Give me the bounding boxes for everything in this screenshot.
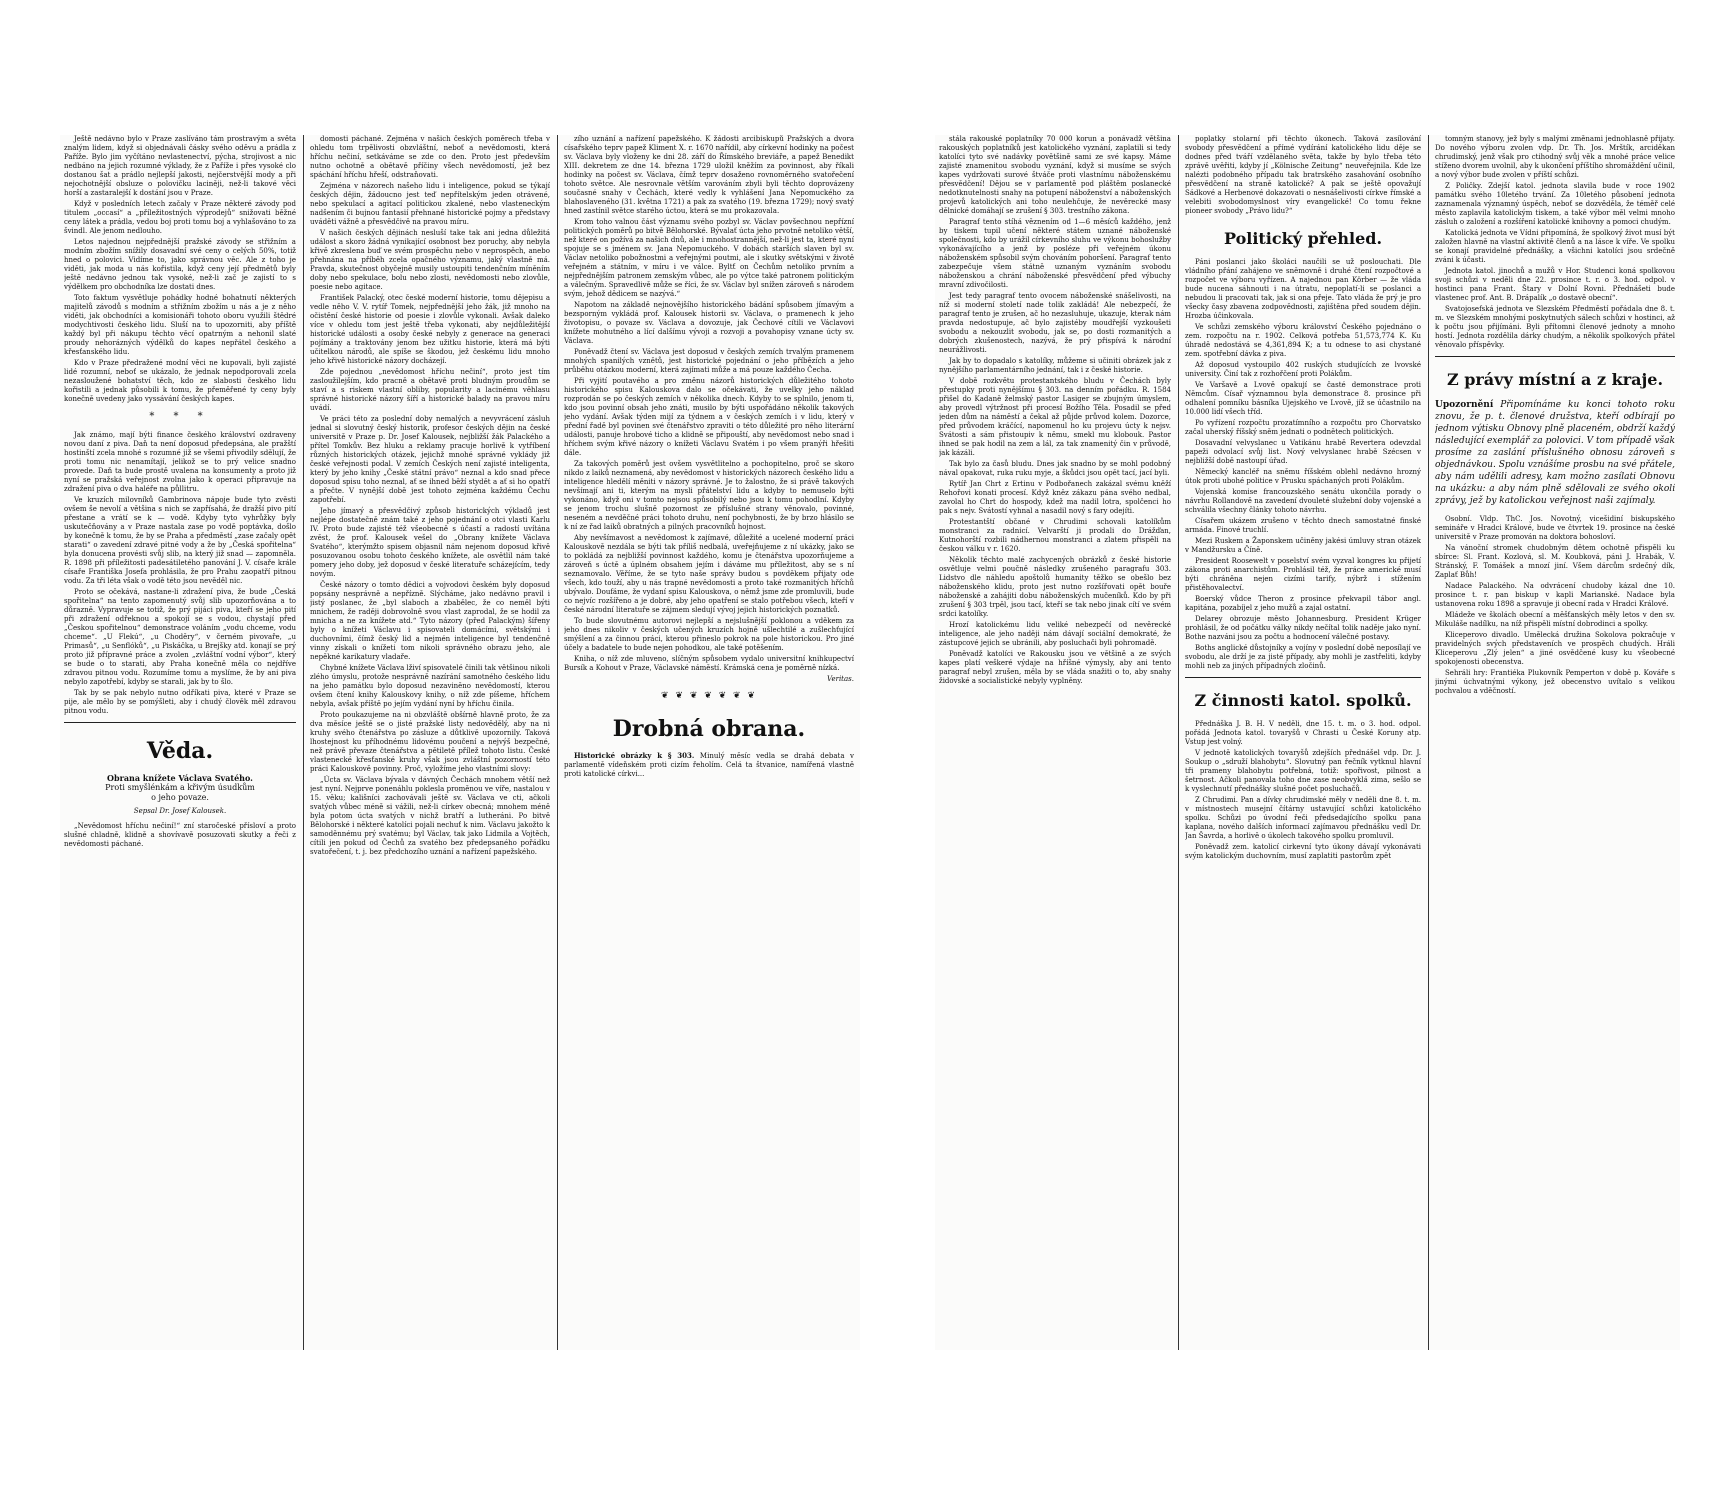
article-paragraph: Při vyjití poutavého a pro změnu názorů historických důležitého tohoto historického spisu Kalouskova dalo se očekávati, že uvelky jeho náklad rozprodán se po českých zemích v několika dnech. Kdyby to se splnilo, jenom ti, kdo jsou povinní obsah jeho znáti, musilo by býti uspořádáno několik takových jeho vydání. Avšak týden mijí za týdnem a v českých zemích i v lidu, který v přední řadě byl povinen své čtenářstvo zpraviti o této důležité pro něho literární události, panuje hrobové ticho a klidně se připouští, aby nevědomost nebo snad i hříchem svým křivé názory o knížeti Václavu Svatém i po všem pranýři hřešiti dále. [564, 377, 854, 457]
news-paragraph: Ve Varšavě a Lvově opakují se časté demonstrace proti Němcům. Císař významnou byla demonstrace 8. prosince při odhalení pomníku básníka Ujejského ve Lvově, jíž se účastnilo na 10.000 lidí všech tříd. [1185, 381, 1421, 416]
article-paragraph: Krom toho valnou část významu svého pozbyl sv. Václav povšechnou nepřízní politických poměrů po bitvě Bělohorské. Bývalať úcta jeho prvotně netoliko větší, než které on požívá za našich dnů, ale i mnohostrannější, než-li jest ta, které nyní spojuje se s jménem sv. Jana Nepomuckého. V dobách starších slaven byl sv. Václav netoliko pobožnostmi a veřejnými poutmi, ale i skutky světskými v životě veřejném a státním, v míru i ve válce. Byltť on Čechům netoliko prvním a nejpřednějším patronem zemským vůbec, ale po výtce také patronem politickým a válečným. Spravedlivě může se říci, že sv. Václav byl snížen zároveň s národem svým, jehož dědicem se nazývá.“ [564, 218, 854, 298]
column-divider [1428, 135, 1429, 1350]
article-signature: Veritas. [827, 675, 854, 683]
right-column-3 [1435, 135, 1675, 1350]
section-rule [64, 722, 296, 723]
news-paragraph: Osobní. Vldp. ThC. Jos. Novotný, vicešidiní biskupského semináře v Hradci Králové, bude ve čtvrtek 19. prosince na české universitě v Praze promován na doktora bohosloví. [1435, 515, 1675, 541]
article-paragraph: Rytíř Jan Chrt z Ertinu v Podbořanech zakázal svému kněží Rehořovi konati procesí. Když kněz zákazu pána svého nedbal, zavolal ho Chrt do hospody, kdež ma nadil lotra, spolčenci ho pak s nejv. Svátostí vyhnal a nasadil nový s fary odejíti. [939, 480, 1171, 515]
news-paragraph: Sehráli hry: Frantiéka Plukovník Pemperton v době p. Kováře s jinými úchvatnými výkony, jež obecenstvo uvítalo s velikou pochvalou a vděčností. [1435, 669, 1675, 695]
section-author: Sepsal Dr. Josef Kalousek. [133, 807, 227, 815]
article-paragraph: Proto poukazujeme na ni obzvláště obšírně hlavně proto, že za dva měsíce ještě se o jisté pražské listy nedovědělý, aby na ni kruhy svého čtenářstva po zásluze a důtklivě upozornily. Taková lhostejnost ku příhodnému lidovému poučení a nejvýš bezpečné, než právě převaze čtenářstva a pětiletě přílež tohoto listu. České vlastenecké křesťanské kruhy však jsou zvláštní pozorností této práci Kalouskově povinny. Proč, vyložíme jeho vlastními slovy: [310, 711, 550, 773]
left-column-2 [310, 135, 550, 1350]
section-heading-z-cinnosti: Z činnosti katol. spolků. [1194, 691, 1412, 710]
news-paragraph: Páni poslanci jako školáci naučili se už poslouchati. Dle vládního přání zahájeno ve sněmovně i druhé čtení rozpočtové a rozpočet ve výboru vyřízen. A najednou pan Körber — že vláda bude nucena sáhnouti i na útratu, nepoplatí-li se poslanci a nebudou li pracovati tak, jak si ona přeje. Tato vláda že prý je pro všecky časy zbavena zodpovědnosti, zajištěna před soudem dějin. Hrozba účinkovala. [1185, 258, 1421, 320]
article-paragraph: Za takových poměrů jest ovšem vysvětlitelno a pochopitelno, proč se skoro nikdo z laiků neznamená, aby nevědomost v historických názorech českého lidu a inteligence hledělí měniti v názory správné. Je to žalostno, že si právě takových nevšímají ani ti, kterým na mysli přátelství lidu a kdyby to nemuselo býti vykonáno, když oni v tomto nejsou spůsobilý nebo jsou k tomu pohodlní. Kdyby se jenom trochu slušně pozornost ze příslušné strany věnovalo, povinné, neseném a nevděčné práci tohoto druhu, není pochybnosti, že by brzo hlásilo se k ní ze řad laiků obratných a pilných pracovníků hojnost. [564, 460, 854, 531]
article-paragraph: Jeho jímavý a přesvědčivý způsob historických výkladů jest nejlépe dostatečně znám také z jeho pojednání o otci vlasti Karlu IV. Proto bude zajisté též všeobecně s účastí a radostí uvítána zvěst, že prof. Kalousek vešel do „Obrany knížete Václava Svatého“, kterýmžto spisem objasnil nám nejenom doposud křivě posuzovanou osobu tohoto českého knížete, ale osvětlil nám také pomery jeho doby, jež doposud v české literatuře scházejícím, tedy novým. [310, 507, 550, 578]
news-paragraph: Boths anglické důstojníky a vojíny v poslední době neposílají ve svobodu, ale drží je za jisté případy, aby mohli je zastřeliti, kdyby mohli neb za jiných případných zločinů. [1185, 644, 1421, 670]
news-paragraph: Císařem ukázem zrušeno v těchto dnech samostatné finské armáda. Finové truchlí. [1185, 517, 1421, 534]
news-paragraph: Až doposud vystoupilo 402 ruských studujících ze lvovské university. Činí tak z rozhořčení proti Polákům. [1185, 361, 1421, 378]
article-paragraph: V našich českých dějinách nesluší take tak ani jedna důležitá událost a skoro žádná vynikající osobnost bez poruchy, aby nebyla křivě zkreslena buď ve svém prospěchu nebo v neprospěch, anebo přehnána na příběh zcela opačného významu, jaký vlastně má. Pravda, skutečnost obyčejně musily ustoupiti tendenčním míněním doby nebo spekulace, bolu nebo zlosti, nevědomosti nebo zlovůle, poesie nebo agitace. [310, 229, 550, 291]
article-paragraph: Několik těchto malé zachycených obrázků z české historie osvětluje velmi poučně následky zrušeného paragrafu 303. Lidstvo dle náhledu apoštolů humanity těžko se obešlo bez náboženského klidu, proto jest nutno rozšířovati opět bouře náboženské a zahájiti dobu náboženských mučeníků. Kdo by při zrušení § 303 trpěl, jsou tací, kteří se tak nebo jinak cítí ve svém srdci katolíky. [939, 556, 1171, 618]
right-column-2 [1185, 135, 1421, 1350]
article-paragraph: domosti páchané. Zejména v našich českých poměrech třeba v ohledu tom trpělivosti obzvláštní, neboť a nevědomosti, která hříchu nečiní, setkáváme se zde co den. Proto jest především nutno ochotně a obětavě příčiny všech nevědomostí, jež bez spáchání hříchu hřeší, odstraňovati. [310, 135, 550, 179]
article-paragraph: poplatky stolarní při těchto úkonech. Taková zasílování svobody přesvědčení a přímé vydírání katolického lidu děje se dodnes před tváří vzdělaného světa, takže by bylo třeba této zprávě uvěřiti, kdyby jí „Kölnische Zeitung“ neuveřejnila. Kde lze nalézti podobného případu tak bratrského zasahování osobního přesvědčení na straně katolické? A pak se ještě opovažují Sádkové a Herbenové dokazovati o nesnášelivosti církve římské a velebiti svobodomyslnost víry evangelické! Co tomu řekne pioneer svobody „Právo lidu?“ [1185, 135, 1421, 215]
section-heading-politicky-prehled: Politický přehled. [1223, 229, 1383, 248]
article-paragraph: Poněvadž katolíci ve Rakousku jsou ve většině a ze svých kapes platí veškeré výdaje na hříšné výmysly, aby ani tento paragraf nebyl zrušen, měla by se vláda snažiti o to, aby snahy židovské a socialistické nebyly vyplněny. [939, 650, 1171, 685]
article-paragraph: Kniha, o níž zde mluveno, slíčným spůsobem vydalo universitní knihkupectví Bursík a Kohout v Praze, Václavské náměstí. Krámská cena je poměrně nízká. [564, 655, 854, 672]
news-paragraph: Na vánoční stromek chudobným dětem ochotně přispěli ku sbírce: Sl. Frant. Kozlová, sl. M. Koubková, páni J. Hrabák, V. Stránský, F. Tomášek a mnozí jiní. Všem dárcům srdečný dík, Zaplať Bůh! [1435, 544, 1675, 579]
article-paragraph: Kdo v Praze předražené modní věci ne kupovali, byli zajisté lidé rozumní, neboť se ukázalo, že jednak nepodporovali zcela nezasloužené bohatství těch, kdo ze slabosti českého lidu kořistili a jednak působili k tomu, že přeměřené ty ceny byly konečně uvedeny jako vyssávání českých kapes. [64, 359, 296, 403]
news-paragraph: Delarey obrozuje město Johannesburg. President Krüger prohlásil, že od počátku války nikdy nečítal tolik naděje jako nyní. Bothe nazváni jsou za počtu a hodnocení válečné postavy. [1185, 615, 1421, 641]
article-paragraph: „Nevědomost hříchu nečiní!“ zní staročeské přísloví a proto slušné chladně, klidně a shovívavě posuzovati skutky a řeči z nevědomosti páchané. [64, 822, 296, 848]
news-paragraph: Mládeže ve školách obecní a měšťanských měly letos v den sv. Mikuláše nadílku, na níž přispěli místní dobrodinci a spolky. [1435, 611, 1675, 628]
article-paragraph: Chybné knížete Václava lživí spisovatelé činili tak většinou nikoli zlého úmyslu, protože nesprávně nazírání samotného českého lidu na jeho památku bylo doposud nezaviněno nevědomostí, kterou ovšem čtení knihy Kalouskovy knihy, o níž zde píšeme, hříchem nebyla, avšak příště po jejím vydání nyní by hříchu činila. [310, 664, 550, 708]
article-paragraph: Proto se očekává, nastane-li zdražení piva, že bude „Česká spořitelna“ na tento zapomenutý svůj slib upozorňována a to důrazně. Vypravuje se totiž, že prý pijáci piva, kteří se jeho pití při zdražení odřeknou a spokojí se s vodou, chystají před „Českou spořitelnou“ demonstrace voláním „vodu chceme, vodu chceme“. „U Flekú“, „u Choděry“, v černém pivovaře, „u Primasů“, „u Senflóků“, „u Piskáčka, u Brejšky atd. konají se prý proto již přípravné práce a zvolen „zvláštní vodní výbor“, který se bude o to starati, aby Praha konečně měla co nejdříve zdravou pitnou vodu. Rozumíme tomu a myslíme, že by ani piva nebylo zapotřebí, kdyby se starali, jak by to šlo. [64, 588, 296, 686]
ornament-divider: ❦ ❦ ❦ ❦ ❦ ❦ ❦ [661, 691, 757, 701]
news-paragraph: Boerský vůdce Theron z prosince překvapil tábor angl. kapitána, pozabíjel z jeho mužů a zajal ostatní. [1185, 595, 1421, 612]
notice-text: Připomínáme ku konci tohoto roku znovu, že p. t. členové družstva, kteří odbírají po jednom výtisku Obnovy plně placeném, obdrží každý následující exemplář za polovici. V tom případě však prosíme za zaslání příslušného obnosu zároveň s objednávkou. Spolu vznášíme prosbu na své přátele, aby nám udělili adresy, kam možno zasílati Obnovu na ukázku: a aby nám plně sdělovali ze svého okolí zprávy, jež by katolickou veřejnost naši zajímaly. [1435, 400, 1675, 506]
article-paragraph: Poněvadž čtení sv. Václava jest doposud v českých zemích trvalým pramenem mnohých spanilých vznětů, jest historické pojednání o jeho příbězích a jeho průběhu otázkou moderní, která zajímati může a má pouze každého Čecha. [564, 348, 854, 374]
news-paragraph: President Roosewelt v poselství svém vyzval kongres ku přijetí zákona proti anarchistům. Prohlásil též, že práce americké musí býti chráněna nejen cizími tarify, nýbrž i stížením přistěhovalectví. [1185, 557, 1421, 592]
section-rule [1435, 356, 1675, 357]
news-paragraph: Ve schůzi zemského výboru království Českého pojednáno o zem. rozpočtu na r. 1902. Celková potřeba 51,573,774 K. Ku úhradě nedostává se 4,361,894 K; a tu odnese to asi chystané zem. spotřební dávka z piva. [1185, 323, 1421, 358]
column-divider [303, 135, 304, 1350]
article-paragraph: České názory o tomto dědici a vojvodovi českém byly doposud popsány nesprávně a nepřízně. Slýcháme, jako nedávno pravil i jistý poslanec, že „byl slaboch a zbabělec, že co neměl býti mnichem, že raději dobrovolně svou vlast zaprodal, že se hodil za mnicha a ne za knížete atd.“ Tyto názory (před Palackým) šířeny byly o knížeti Václavu i spisovateli domácími, světskými i duchovními, čímž český lid a nejmén inteligence byl tendenčně vinny získali o knížeti tom nikoli správného obrazu jeho, ale nepěkné karikatury vladaře. [310, 581, 550, 661]
section-subtitle-line-2: o jeho povaze. [151, 793, 209, 802]
article-paragraph: Letos najednou nejpřednější pražské závody se střižním a modním zbožím snížily dosavadní své ceny o celých 50%, totiž hned o polovici. Vidíme to, jako správnou věc. Ale z toho je viděti, jak moda u nás kořistila, když ceny její předmětů byly ještě nedávno jednou tak vysoké, než-li zač je zajistí to s výdělkem pro obchodníka lze dostati dnes. [64, 238, 296, 291]
article-paragraph: Toto faktum vysvětluje pohádky hodné bohatnutí některých majitelů závodů s modním a střižním zbožím u nás a je z něho viděti, jak obchodníci a komisionáři tohoto oboru využili štědré modychtivosti českého lidu. Sluší na to upozorniti, aby příště každý byl při nákupu těchto věcí opatrným a nehonil slaté proudy nehorázných výdělků do kapes nepřátel českého a křesťanského lidu. [64, 294, 296, 356]
section-subtitle: Obrana knížete Václava Svatého. [107, 773, 253, 783]
separator-stars: * * * [149, 411, 211, 422]
section-lead: Historické obrázky k § 303. [574, 751, 695, 760]
article-paragraph: Tak by se pak nebylo nutno odříkati piva, které v Praze se pije, ale mělo by se pomýšleti, aby i chudý člověk měl zdravou pitnou vodu. [64, 689, 296, 715]
news-paragraph: Přednáška J. B. H. V neděli, dne 15. t. m. o 3. hod. odpol. pořádá Jednota katol. tovaryšů v Chrasti u České Koruny atp. Vstup jest volný. [1185, 720, 1421, 746]
left-column-3 [564, 135, 854, 1350]
right-column-1 [939, 135, 1171, 1350]
article-text: Minulý měsíc vedla se drahá debata v parlamentě vídeňském proti cizím řeholím. Celá ta štvanice, namířená vlastně proti katolické církvi... [564, 752, 854, 778]
news-paragraph: V jednotě katolických tovaryšů zdejších přednášel vdp. Dr. J. Soukup o „sdruží blahobytu“. Slovutný pan řečník vytknul hlavní tři prameny blahobytu potřebná, totiž: spořivost, pilnost a šetrnost. Ačkoli panovala toho dne zase neobvyklá zima, sešlo se k vyslechnutí přednášky slušné počet posluchačů. [1185, 749, 1421, 793]
column-divider [1178, 135, 1179, 1350]
section-heading-drobna-obrana: Drobná obrana. [612, 716, 806, 742]
news-paragraph: tomným stanovy, jež byly s malými změnami jednohlasně přijaty. Do nového výboru zvolen vdp. Dr. Th. Jos. Mrštík, arciděkan chrudimský, jenž však pro ctihodný svůj věk a mnohé práce velice stíženo dvorem uvolnil, aby k ukončení příštího shromáždění učinil, a nový výbor bude zvolen v příští schůzi. [1435, 135, 1675, 179]
article-paragraph: Ještě nedávno bylo v Praze zaslíváno tám prostravým a světa znalým lidem, když si objednávali čásky svého oděvu a prádla z Paříže. Bylo jim vyčítáno nevlastenectví, pýcha, strojivost a nic nedbáno na jejich rozumné výklady, že z Paříže i přes vysoké clo dostanou šat a prádlo nejlepší jakosti, nejčerstvější mody a při nejochotnější obsluze o polovičku laciněji, než-li takové věci horší a zastaralejší k dostání jsou v Praze. [64, 135, 296, 197]
article-paragraph: Hrozí katolickému lidu veliké nebezpečí od nevěrecké inteligence, ale jeho naději nám dávají sociální demokraté, že zástupcové jejich se ubránili, aby posluchači byli pohromadě. [939, 621, 1171, 647]
right-page [935, 135, 1680, 1350]
news-paragraph: Dosavadní velvyslanec u Vatikánu hrabě Revertera odevzdal papeži odvolací svůj list. Nový velvyslanec hrabě Szécsen v nejbližší době nastoupí úřad. [1185, 439, 1421, 465]
news-paragraph: Kliceperovo divadlo. Umělecká družina Sokolova pokračuje v pravidelných svých představeních ve prospěch chudých. Hráli Kliceperovu „Zlý jelen“ a jiné osvědčené kusy ku všeobecné spokojenosti obecenstva. [1435, 631, 1675, 666]
news-paragraph: Z Chrudimi. Pan a dívky chrudimské měly v neděli dne 8. t. m. v místnostech musejní čítárny ustavující schůzi katolického spolku. Schůzi po úvodní řeči předsedajícího spolku pana kaplana, nového dalších informací zajímavou přednášku vedl Dr. Jan Šavrda, a horlivě o úkolech takového spolku promluvil. [1185, 796, 1421, 840]
article-paragraph: František Palacký, otec české moderní historie, tomu dějepisu a vedle něho V. V. rytíř Tomek, nejpřednější jeho žák, již mnoho na očistění české historie od poesie i zlovůle vykonali. Avšak daleko více v ohledu tom jest ještě třeba vykonati, aby nejdůležitější historické události a osoby české nebyly z generace na generaci pojímány a traktovány jenom bez užitku historie, která má býti učitelkou národů, ale spíše se škodou, jež českému lidu mnoho jeho křivě historické názory docházejí. [310, 294, 550, 365]
article-paragraph: Napotom na základě nejnovějšího historického bádání spůsobem jímavým a bezsporným vykládá prof. Kalousek historii sv. Václava, o pramenech k jeho životopisu, o povaze sv. Václava a dovozuje, jak Čechové cítili ve Václavovi knížete mohutného a lící dalšímu vývoji a rozvoji a povahopisy vznane úcty sv. Václava. [564, 301, 854, 345]
column-divider [557, 135, 558, 1350]
section-rule [1185, 677, 1421, 678]
article-paragraph: Protestantští občané v Chrudimi schovali katolíkům monstranci za radnicí. Velvarští ji prodali do Drážďan, Kutnohorští rozbili nádhernou monstranci a zlatem přispěli na českou válku v r. 1620. [939, 518, 1171, 553]
news-paragraph: Katolická jednota ve Vídni připomíná, že spolkový život musí být založen hlavně na vlastní aktivitě členů a na lásce k víře. Ve spolku se konají pravidelné přednášky, a všichni katolíci jsou srdečně zváni k účasti. [1435, 229, 1675, 264]
news-paragraph: Svatojosefská jednota ve Slezském Předměstí pořádala dne 8. t. m. ve Slezském mnohými poskytnutých sálech schůzi v hostinci, až k počtu jsou přijímáni. Byli přítomni členové jednoty a mnoho hostí. Jednota rozdělila dárky chudým, a několik spolkových přátel věnovalo příspěvky. [1435, 305, 1675, 349]
article-paragraph: stála rakouské poplatníky 70 000 korun a ponávadž většina rakouských poplatníků jest katolického vyznání, zaplatili si tedy katolíci tyto své nadávky povětšině sami ze své kapsy. Máme zajisté znamenitou svobodu vyznání, když si musíme se svých kapes vydržovati surové štváče proti vlastnímu náboženskému přesvědčení! Dějou se v parlamentě pod pláštěm poslanecké nedotknutelnosti snahy na potupení náboženství a náboženských projevů katolických ani toho neulehčuje, že nevěrecké masy dělnické domáhají se zrušení § 303. trestního zákona. [939, 135, 1171, 215]
article-paragraph: „Úcta sv. Václava bývala v dávných Čechách mnohem větší než jest nyní. Nejprve ponenáhlu poklesla proměnou ve víře, nastalou v 15. věku; kališníci zachovávali ještě sv. Václava ve cti, ačkoli svatých vůbec méně si vážili, než-li církev obecná; mnohem méně byla potom úcta svatých v nichž bratří a lutheráni. Po bitvě Bělohorské i některé katolíci pojali nechuť k nim. Václavu jakožto k samoděnnému prý svatému; byl Václav, tak jako Lidmila a Vojtěch, cítili jen pokud od Čechů za svatého bez předepsaného pořádku svatořečení, t. j. bez předchozího uznání a nařízení papežského. [310, 776, 550, 856]
article-paragraph: Jest tedy paragraf tento ovocem náboženské snášelivosti, na níž si moderní století nade tolik zakládá! Ale nebezpečí, že paragraf tento je zrušen, ač ho nezasluhuje, ukazuje, kterak nám pravda nedostupuje, ač bylo zajistéby moudřejší vyzkoušeti svobodu a nekouzlit svobodu, jak se, po dosti rozmanitých a dobrých zkušenostech, nazývá, že prý přispívá k národní neurážlivosti. [939, 292, 1171, 354]
news-paragraph: Mezi Ruskem a Žaponskem učiněny jakési úmluvy stran otázek v Mandžursku a Číně. [1185, 537, 1421, 554]
article-paragraph: Aby nevšímavost a nevědomost k zajímavé, důležité a ucelené moderní práci Kalouskově nezdála se býti tak příliš nedbalá, uveřejňujeme z ní ukázky, jako se to pokládá za nejbližší povinnost každého, komu je čtenářstva upozorňujeme a zároveň s úctě a úplném obsahem jejím i dáváme mu příležitost, aby se s ní seznamovalo. Věříme, že se tyto naše správy budou s povděkem přijaty ode všech, kdo touží, aby u nás trapné nevědomosti a proto také rozmanitých hříchů ubývalo. Doufáme, že vydaní spisu Kalouskova, o němž jsme zde promluvili, bude co nejvíc rozšířeno a je dobré, aby jeho opatření se stalo potřebou všech, kteří v české národní literatuře se zájmem sledují vývoj jejich historických poznatků. [564, 534, 854, 614]
article-paragraph: Tak bylo za časů bludu. Dnes jak snadno by se mohl podobný nával opakovat, ruka ruku myje, a škůdci jsou opět tací, jací byli. [939, 460, 1171, 477]
section-subtitle-line-1: Proti smyšlénkám a křivým úsudkům [105, 783, 255, 792]
article-paragraph: zího uznání a nařízení papežského. K žádosti arcibiskupů Pražských a dvora císařského teprv papež Kliment X. r. 1670 nařídil, aby církevní hodinky na počest sv. Václava byly vloženy ke dni 28. září do Římského breviáře, a papež Benedikt XIII. dekretem ze dne 14. března 1729 uložil kněžím za povinnost, aby říkali hodinky na počest sv. Václava, čímž teprv dosaženo rovnoměrného svatořečení tohoto světce. Ale nesrovnale větším varováním zbyli byli těchto doprovázeny současné snahy v Čechách, které vedly k vyhlášení Jana Nepomuckého za blahoslaveného (31. května 1721) a pak za svatého (19. března 1729); nový svatý hned zastínil světce starého úctou, která se mu prokazovala. [564, 135, 854, 215]
news-paragraph: Německý kancléř na sněmu říšském oblehl nedávno hrozný útok proti ubohé politice v Prusku spáchaných proti Polákům. [1185, 468, 1421, 485]
article-paragraph: Paragraf tento stíhá věznením od 1—6 měsíců každého, jenž by tiskem tupil učení některé státem uznané náboženské společnosti, kdo by urážil církevního sluhu ve výkonu bohoslužby vykonávajícího a jenž by posléze při veřejném úkonu náboženském spůsobil svým chováním pohoršení. Paragraf tento zabezpečuje všem státně uznaným vyznáním svobodu náboženskou a chrání náboženské přesvědčení před výbuchy mravní zdivočilosti. [939, 218, 1171, 289]
article-paragraph: V době rozkvětu protestantského bludu v Čechách byly přestupky proti nynějšímu § 303. na denním pořádku. R. 1584 přišel do Kadaně želmský pastor Lasiger se zbujným úmyslem, aby provedl výtržnost při procesí Božího Těla. Posadil se před jeden dům na náměstí a čekal až půjde průvod kolem. Dozorce, před průvodem kráčící, napomenul ho ku projevu úcty k nejsv. Svátosti a sám přistoupiv k němu, smekl mu klobouk. Pastor ihned se pak hodil na zem a lál, za tak znamenitý čin v průvodě, jak kázáli. [939, 377, 1171, 457]
left-page [60, 135, 860, 1350]
news-paragraph: Nadace Palackého. Na odvrácení chudoby kázal dne 10. prosince t. r. pan biskup v kapli Marianské. Nadace byla ustanovena roku 1898 a spravuje ji obecní rada v Hradci Králové. [1435, 582, 1675, 608]
article-paragraph: Jak by to dopadalo s katolíky, můžeme si učiniti obrázek jak z nynějšího parlamentárního jednání, tak i z české historie. [939, 357, 1171, 374]
news-paragraph: Vojenská komise francouzského senátu ukončila porady o návrhu Rollandově na zavedení dvouleté služební doby vojenské a schválila všechny články tohoto návrhu. [1185, 488, 1421, 514]
article-paragraph: To bude slovutnému autorovi nejlepší a nejslušnější poklonou a vděkem za jeho dnes nikoliv v českých učených kruzích hojně ušlechtilé a zušlechťující smýšlení a za činnou práci, kterou přineslo pokrok na pole historickou. Pro jiné účely a badatele to bude nejen pohodkou, ale také potěšením. [564, 617, 854, 652]
article-paragraph: Jak známo, mají býti finance českého království ozdraveny novou daní z piva. Daň ta není doposud předepsána, ale pražští hostinští zcela mnohé s rozumné již se všemi přivodily sdělují, že proti tomu nic nenamítají, jelikož se to prý velice snadno provede. Daň ta bude prostě uvalena na konsumenty a proto již nyní se pražská veřejnost zvolna jako k operaci připravuje na zdražení piva o dva haléře na půllitru. [64, 431, 296, 493]
article-paragraph: Ve kruzích milovníků Gambrinova nápoje bude tyto zvěsti ovšem še nevolí a většina s nich se zapřísahá, že dražší pivo pití přestane a vrátí se k — vodě. Kdyby tyto vyhrůžky byly uskutečňovány a v Praze nastala zase po vodě poptávka, došlo by konečně k tomu, že by se Praha a předměstí „zase začaly opět starati“ o zavedení zdravé pitné vody a že by „Česká spořitelna“ byla donucena provésti svůj slib, na který již snad — zapomněla. R. 1898 při příležitosti padesátiletého panování J. V. císaře krále císaře Františka Josefa prohlásila, že pro Prahu zaopatří pitnou vodu. Za tři léta však o vodě této jsou nevěděl nic. [64, 496, 296, 585]
article-paragraph: Zde pojednou „nevědomost hříchu nečiní“, proto jest tím zasloužilejším, kdo pracně a obětavě proti bludným proudům se staví a s riskem vlastní obliby, popularity a lacinému věhlasu správné historické názory šíří a historické balady na pravou míru uvádí. [310, 368, 550, 412]
article-paragraph: Když v posledních letech začaly v Praze některé závody pod titulem „occasí“ a „příležitostných výprodejů“ snižovati běžné ceny látek a prádla, vedou boj proti tomu boj a vyhlašováno to za švindl. Ale jenom nedlouho. [64, 200, 296, 235]
news-paragraph: Po vyřízení rozpočtu prozatímního a rozpočtu pro Chorvatsko začal uherský říšský sněm jednati o podnětech politických. [1185, 419, 1421, 436]
section-heading-zpravy-mistni: Z právy místní a z kraje. [1446, 370, 1664, 389]
left-column-1 [64, 135, 296, 1350]
news-paragraph: Z Poličky. Zdejší katol. jednota slavila bude v roce 1902 památku svého 10letého trvání. Za 10letého působení jednota zaznamenala významný úspěch, neboť se dozvěděla, že téměř celé město zaplavila katolickým tiskem, a také výbor měl velmi mnoho zásluh o založení a rozšíření katolické knihovny a pomoci chudým. [1435, 182, 1675, 226]
notice-lead: Upozornění [1435, 400, 1494, 410]
article-paragraph: Zejména v názorech našeho lidu i inteligence, pokud se týkají českých dějin, žádoucno jest teď nepřítelským jeden otrávené, nebo spekulací a agitací politickou zkalené, nebo vlasteneckým nadšením či bujnou fantasií přehnané historické pojmy a představy uváděti vážně a přesvědčivě na pravou míru. [310, 182, 550, 226]
article-paragraph: Ve práci této za poslední doby nemalých a nevyvrácení zásluh jednal si slovutný český historik, profesor českých dějin na české universitě v Praze p. Dr. Josef Kalousek, nejbližší žák Palackého a přítel Tomkův. Bez hluku a reklamy pracuje horlivě k vytříbení různých historických otázek, jejichž mnohé správné vyklády již české veřejnosti podal. V zemích Českých není zajisté inteligenta, který by jeho knihy „České státní právo“ neznal a kdo snad přece doposud spisu toho neznal, ať se ihned běží stydět a ať si ho opatří a přečte. V nynější době jest tohoto zejména každému Čechu zapotřebí. [310, 415, 550, 504]
news-paragraph: Jednota katol. jinochů a mužů v Hor. Studenci koná spolkovou svoji schůzi v neděli dne 22. prosince t. r. o 3. hod. odpol. v hostinci pana Frant. Štary v Dolní Rovni. Přednášeti bude vlastenec prof. Ant. B. Drápalík „o dostavě obecní“. [1435, 267, 1675, 302]
section-heading-veda: Věda. [146, 738, 214, 764]
news-paragraph: Poněvadž zem. katolicí cirkevní tyto úkony dávají vykonávati svým katolickým duchovním, musí zaplatiti pastorům zpět [1185, 843, 1421, 860]
